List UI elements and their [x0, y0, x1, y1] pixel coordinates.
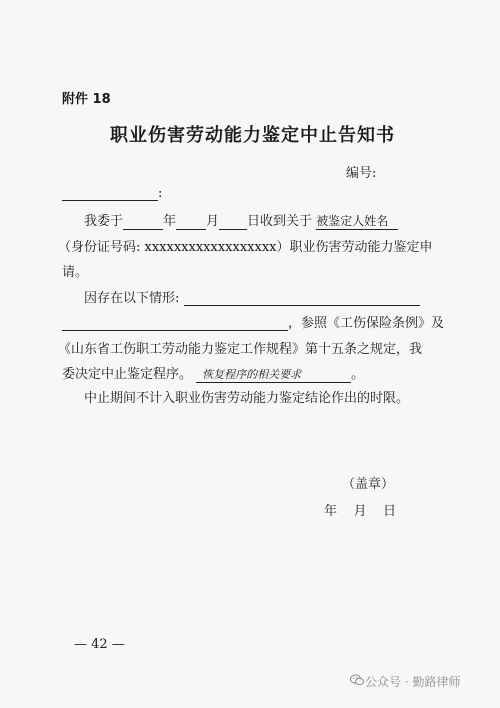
month-blank: [176, 215, 206, 230]
attachment-label: 附件 18: [62, 92, 111, 107]
paragraph-1-line-1: [84, 210, 398, 230]
p1-month: 月: [206, 214, 220, 229]
paragraph-1-line-3: 请。: [62, 265, 89, 280]
year-blank: [123, 215, 163, 230]
addressee-line: [62, 186, 162, 201]
paragraph-2-line-1: [84, 287, 420, 306]
paragraph-2-line-3: 《山东省工伤职工劳动能力鉴定工作规程》第十五条之规定，我: [58, 342, 423, 357]
p2-text-d: 委决定中止鉴定程序。: [62, 367, 193, 382]
p2-text-a: 因存在以下情形:: [84, 291, 180, 306]
p2-text-b: ，参照《工伤保险条例》及: [288, 316, 445, 331]
paragraph-1-line-2: （身份证号码: xxxxxxxxxxxxxxxxxx）职业伤害劳动能力鉴定申: [58, 240, 433, 255]
resume-requirements: 恢复程序的相关要求: [196, 366, 351, 383]
addressee-blank: [62, 186, 158, 201]
paragraph-3: 中止期间不计入职业伤害劳动能力鉴定结论作出的时限。: [84, 391, 410, 406]
paragraph-2-line-2: [62, 312, 444, 331]
p1-text-b: 日收到关于: [247, 214, 313, 229]
paragraph-2-line-4: [62, 363, 364, 383]
date-line: 年 月 日: [324, 504, 397, 519]
addressee-colon: :: [158, 186, 163, 201]
document-title: 职业伤害劳动能力鉴定中止告知书: [110, 125, 395, 146]
page-number: — 42 —: [74, 637, 125, 652]
wechat-icon: [350, 674, 364, 686]
p1-year: 年: [163, 214, 177, 229]
number-label: 编号:: [346, 166, 377, 181]
p1-text-a: 我委于: [84, 214, 124, 229]
day-blank: [219, 215, 247, 230]
watermark-text: 公众号 · 勤路律师: [365, 675, 461, 689]
circumstance-blank-2: [62, 316, 288, 331]
circumstance-blank-1: [184, 291, 420, 306]
applicant-name: 被鉴定人姓名: [316, 212, 398, 230]
seal-label: （盖章）: [342, 477, 395, 492]
p2-end: 。: [351, 367, 365, 382]
